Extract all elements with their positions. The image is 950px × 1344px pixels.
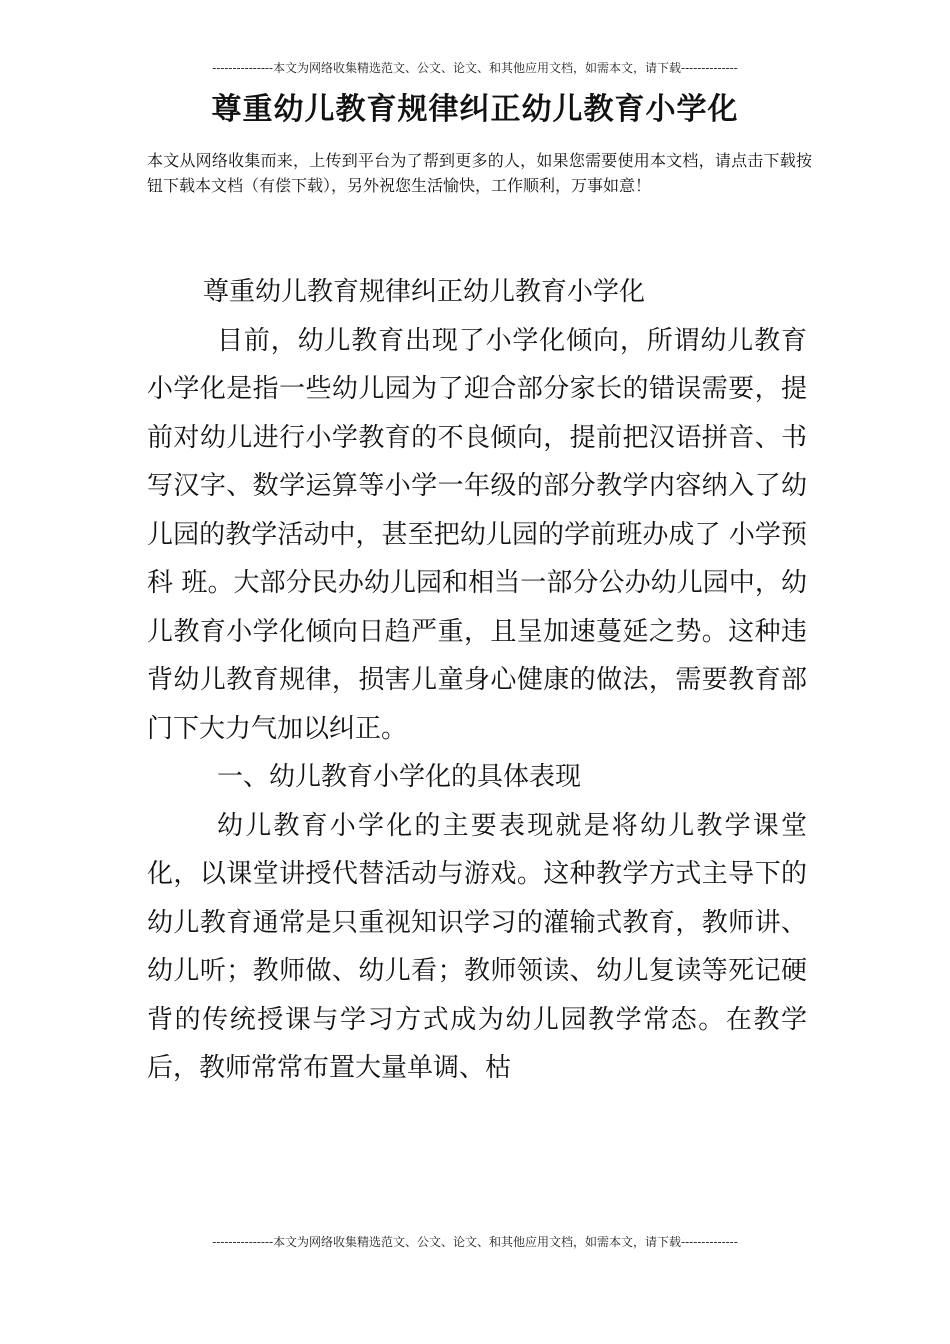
header-banner: ---------------本文为网络收集精选范文、公文、论文、和其他应用文档，如需本文，请下载-------------- — [212, 61, 738, 75]
section-heading-1: 一、幼儿教育小学化的具体表现 — [217, 762, 582, 792]
body-paragraph-1: 目前，幼儿教育出现了小学化倾向，所谓幼儿教育小学化是指一些幼儿园为了迎合部分家长的错误需要，提前对幼儿进行小学教育的不良倾向，提前把汉语拼音、书写汉字、数学运算等小学一年级的部分教学内容纳入了幼儿园的教学活动中，甚至把幼儿园的学前班办成了 小学预科 班。大部分民办幼儿园和相当一部分公办幼儿园中，幼儿教育小学化倾向日趋严重，且呈加速蔓延之势。这种违背幼儿教育规律，损害儿童身心健康的做法，需要教育部门下大力气加以纠正。 — [147, 325, 807, 744]
intro-text: 本文从网络收集而来，上传到平台为了帮到更多的人，如果您需要使用本文档，请点击下载按钮下载本文档（有偿下载），另外祝您生活愉快，工作顺利，万事如意！ — [147, 151, 812, 195]
body-paragraph-2: 幼儿教育小学化的主要表现就是将幼儿教学课堂化，以课堂讲授代替活动与游戏。这种教学方式主导下的幼儿教育通常是只重视知识学习的灌输式教育，教师讲、幼儿听；教师做、幼儿看；教师领读、幼儿复读等死记硬背的传统授课与学习方式成为幼儿园教学常态。在教学后，教师常常布置大量单调、枯 — [147, 810, 807, 1083]
document-title: 尊重幼儿教育规律纠正幼儿教育小学化 — [211, 92, 739, 127]
document-body — [147, 268, 807, 1093]
body-subtitle: 尊重幼儿教育规律纠正幼儿教育小学化 — [203, 277, 646, 307]
footer-banner: ---------------本文为网络收集精选范文、公文、论文、和其他应用文档，如需本文，请下载-------------- — [212, 1235, 738, 1249]
